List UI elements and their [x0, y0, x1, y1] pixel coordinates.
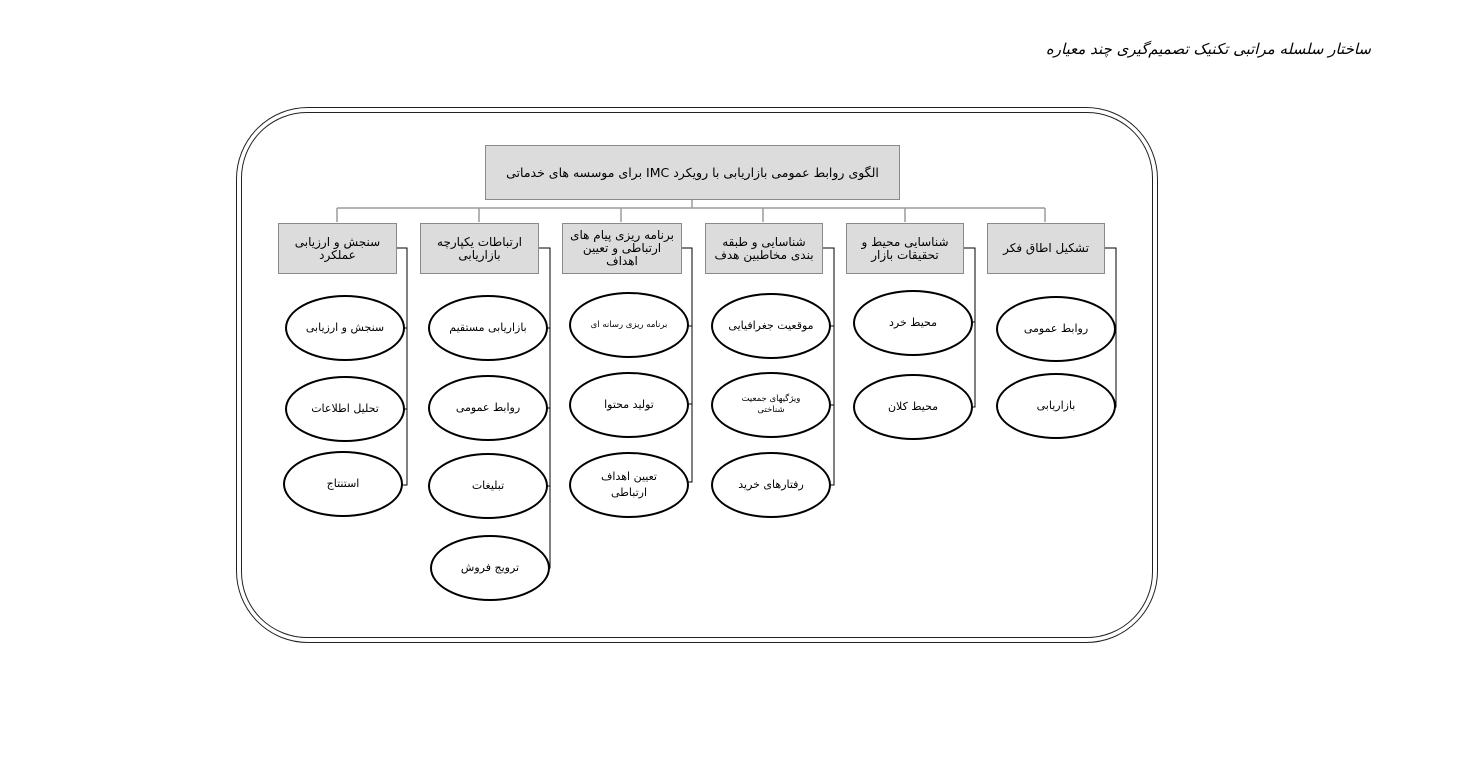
item-inference: استنتاج	[283, 451, 403, 517]
root-node: الگوی روابط عمومی بازاریابی با رویکرد IMC برای موسسه های خدماتی	[485, 145, 900, 200]
item-advertising: تبلیغات	[428, 453, 548, 519]
category-message-planning: برنامه ریزی پیام های ارتباطی و تعیین اهداف	[562, 223, 682, 274]
item-demographics: ویژگیهای جمعیت شناختی	[711, 372, 831, 438]
category-target-audience: شناسایی و طبقه بندی مخاطبین هدف	[705, 223, 823, 274]
category-brainstorm: تشکیل اطاق فکر	[987, 223, 1105, 274]
item-communication-goals: تعیین اهداف ارتباطی	[569, 452, 689, 518]
category-imc: ارتباطات یکپارچه بازاریابی	[420, 223, 539, 274]
item-macro-environment: محیط کلان	[853, 374, 973, 440]
item-direct-marketing: بازاریابی مستقیم	[428, 295, 548, 361]
item-marketing: بازاریابی	[996, 373, 1116, 439]
tree-connectors	[337, 200, 1045, 222]
item-public-relations: روابط عمومی	[996, 296, 1116, 362]
item-sales-promotion: ترویج فروش	[430, 535, 550, 601]
item-public-relations-2: روابط عمومی	[428, 375, 548, 441]
item-geographic-location: موقعیت جغرافیایی	[711, 293, 831, 359]
diagram-caption: ساختار سلسله مراتبی تکنیک تصمیم‌گیری چند معیاره	[1045, 40, 1371, 58]
item-micro-environment: محیط خرد	[853, 290, 973, 356]
item-purchase-behavior: رفتارهای خرید	[711, 452, 831, 518]
category-environment-research: شناسایی محیط و تحقیقات بازار	[846, 223, 964, 274]
item-content-production: تولید محتوا	[569, 372, 689, 438]
item-measurement: سنجش و ارزیابی	[285, 295, 405, 361]
category-evaluation: سنجش و ارزیابی عملکرد	[278, 223, 397, 274]
item-data-analysis: تحلیل اطلاعات	[285, 376, 405, 442]
item-media-planning: برنامه ریزی رسانه ای	[569, 292, 689, 358]
